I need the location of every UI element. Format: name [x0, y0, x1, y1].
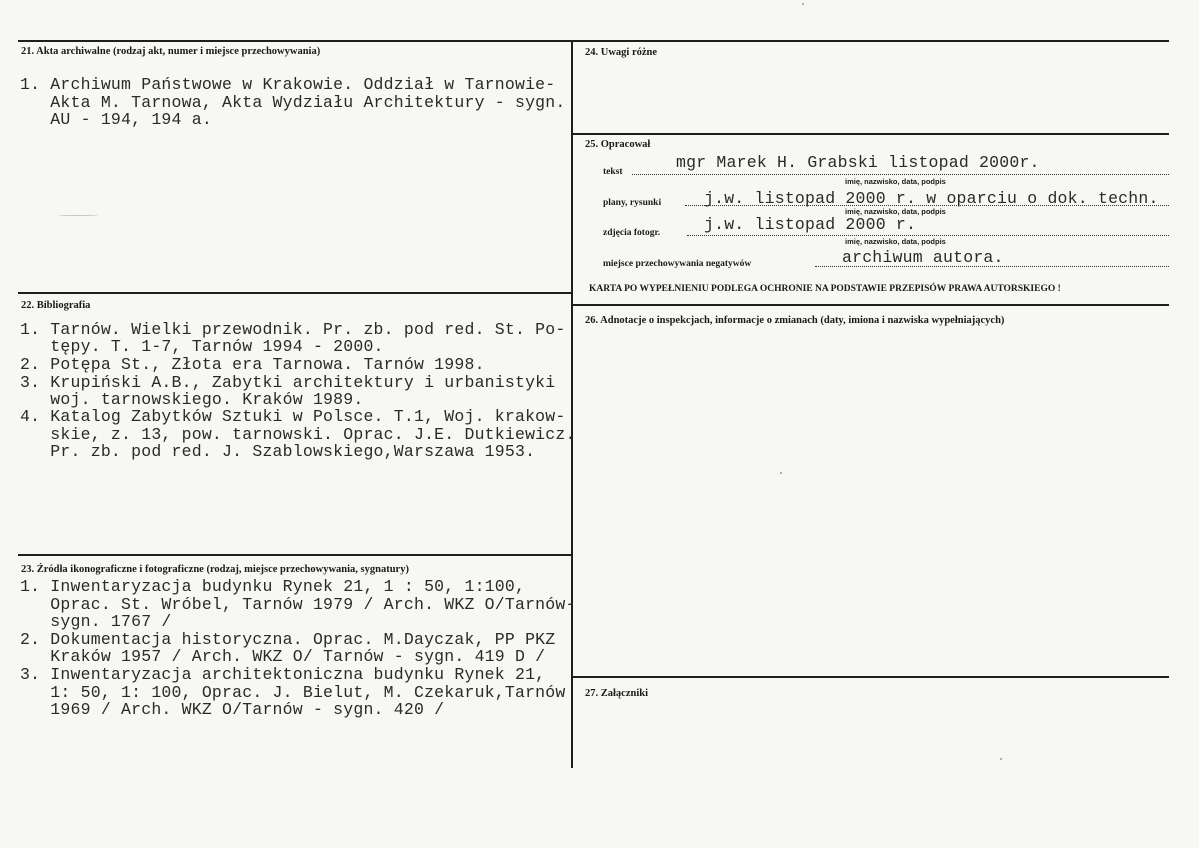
section-25-title: 25. Opracował: [585, 139, 651, 150]
s25-value: mgr Marek H. Grabski listopad 2000r.: [676, 153, 1040, 172]
s23-line: 1: 50, 1: 100, Oprac. J. Bielut, M. Czekaruk,Tarnów: [20, 683, 566, 702]
s23-line: 3. Inwentaryzacja architektoniczna budynku Rynek 21,: [20, 665, 546, 684]
section-22-title: 22. Bibliografia: [21, 300, 91, 311]
paper-speck: [802, 3, 804, 5]
s25-label: zdjęcia fotogr.: [603, 228, 661, 238]
s25-label: plany, rysunki: [603, 198, 662, 208]
s21-line: Akta M. Tarnowa, Akta Wydziału Architektury - sygn.: [20, 93, 566, 112]
s23-line: Kraków 1957 / Arch. WKZ O/ Tarnów - sygn. 419 D /: [20, 647, 546, 666]
s23-line: 1. Inwentaryzacja budynku Rynek 21, 1 : 50, 1:100,: [20, 577, 526, 596]
s25-label: tekst: [603, 167, 623, 177]
right-rule-27: [571, 676, 1169, 678]
s25-value: j.w. listopad 2000 r. w oparciu o dok. techn.: [704, 189, 1159, 208]
s25-caption: imię, nazwisko, data, podpis: [845, 237, 946, 246]
section-24-title: 24. Uwagi różne: [585, 47, 658, 58]
s25-value: j.w. listopad 2000 r.: [704, 215, 917, 234]
s21-line: AU - 194, 194 a.: [20, 110, 212, 129]
s23-line: Oprac. St. Wróbel, Tarnów 1979 / Arch. WKZ O/Tarnów-: [20, 595, 576, 614]
left-rule-22: [18, 292, 571, 294]
s22-line: 1. Tarnów. Wielki przewodnik. Pr. zb. pod red. St. Po-: [20, 320, 566, 339]
s22-line: Pr. zb. pod red. J. Szablowskiego,Warszawa 1953.: [20, 442, 536, 461]
s23-line: 1969 / Arch. WKZ O/Tarnów - sygn. 420 /: [20, 700, 445, 719]
s25-value: archiwum autora.: [842, 248, 1004, 267]
paper-speck: [58, 215, 98, 216]
s22-line: 4. Katalog Zabytków Sztuki w Polsce. T.1, Woj. krakow-: [20, 407, 566, 426]
top-rule-left: [18, 40, 571, 42]
s22-line: 2. Potępa St., Złota era Tarnowa. Tarnów 1998.: [20, 355, 485, 374]
section-21-title: 21. Akta archiwalne (rodzaj akt, numer i miejsce przechowywania): [21, 46, 321, 57]
left-rule-23: [18, 554, 571, 556]
right-rule-notice: [571, 304, 1169, 306]
s25-caption: imię, nazwisko, data, podpis: [845, 207, 946, 216]
section-26-title: 26. Adnotacje o inspekcjach, informacje o zmianach (daty, imiona i nazwiska wypełniających): [585, 315, 1005, 326]
s22-line: skie, z. 13, pow. tarnowski. Oprac. J.E. Dutkiewicz.: [20, 425, 576, 444]
paper-speck: [780, 472, 782, 474]
section-23-title: 23. Źródła ikonograficzne i fotograficzne (rodzaj, miejsce przechowywania, sygnatury): [21, 564, 409, 575]
s22-line: 3. Krupiński A.B., Zabytki architektury i urbanistyki: [20, 373, 556, 392]
s23-line: sygn. 1767 /: [20, 612, 172, 631]
s22-line: woj. tarnowskiego. Kraków 1989.: [20, 390, 364, 409]
s23-line: 2. Dokumentacja historyczna. Oprac. M.Dayczak, PP PKZ: [20, 630, 556, 649]
dotted-line: [632, 174, 1169, 175]
center-divider: [571, 40, 573, 768]
right-rule-25: [571, 133, 1169, 135]
dotted-line: [687, 235, 1169, 236]
s25-caption: imię, nazwisko, data, podpis: [845, 177, 946, 186]
top-rule-right: [571, 40, 1169, 42]
s25-label: miejsce przechowywania negatywów: [603, 259, 752, 269]
copyright-notice: KARTA PO WYPEŁNIENIU PODLEGA OCHRONIE NA PODSTAWIE PRZEPISÓW PRAWA AUTORSKIEGO !: [589, 284, 1061, 294]
paper-speck: [1000, 758, 1002, 760]
s22-line: tępy. T. 1-7, Tarnów 1994 - 2000.: [20, 337, 384, 356]
section-27-title: 27. Załączniki: [585, 688, 649, 699]
s21-line: 1. Archiwum Państwowe w Krakowie. Oddział w Tarnowie-: [20, 75, 556, 94]
